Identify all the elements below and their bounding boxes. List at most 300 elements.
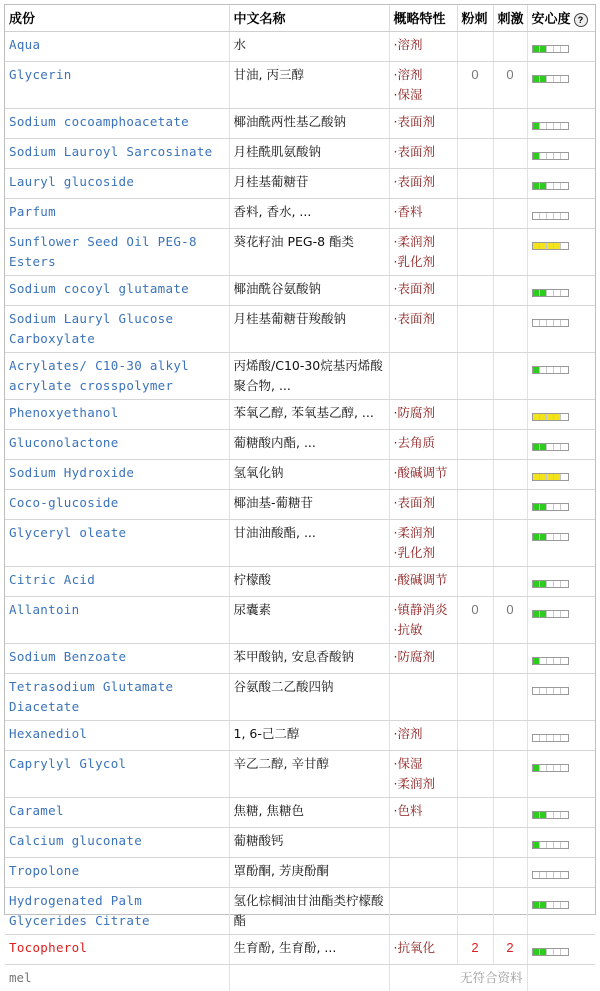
safety-meter-segment [540, 123, 547, 129]
safety-meter-segment [540, 320, 547, 326]
ingredient-inci-link[interactable]: Lauryl glucoside [5, 169, 229, 199]
irritant-rating [493, 490, 527, 520]
safety-meter-segment [561, 688, 568, 694]
safety-meter-segment [540, 76, 547, 82]
safety-meter-segment [547, 290, 554, 296]
safety-meter-segment [547, 902, 554, 908]
table-row [5, 888, 595, 935]
acne-rating: 0 [457, 62, 493, 109]
safety-cell [527, 169, 595, 199]
irritant-rating [493, 828, 527, 858]
safety-meter-segment [533, 123, 540, 129]
safety-meter-segment [561, 504, 568, 510]
safety-meter [532, 948, 569, 956]
ingredient-function [389, 798, 457, 828]
safety-cell [527, 888, 595, 935]
function-tag: ·表面剂 [394, 172, 453, 192]
table-row [5, 597, 595, 644]
safety-meter-segment [533, 414, 540, 420]
ingredient-function [389, 597, 457, 644]
acne-rating [457, 888, 493, 935]
safety-cell [527, 276, 595, 306]
irritant-rating [493, 139, 527, 169]
ingredient-chinese-name: 罩酚酮, 芳庚酚酮 [229, 858, 389, 888]
safety-meter-segment [533, 474, 540, 480]
header-irritant: 刺激 [493, 5, 527, 32]
safety-meter-segment [533, 581, 540, 587]
function-tag: ·柔润剂 [394, 232, 453, 252]
safety-meter-segment [547, 765, 554, 771]
table-row [5, 721, 595, 751]
safety-meter-segment [561, 581, 568, 587]
function-tag: ·酸碱调节 [394, 570, 453, 590]
irritant-rating [493, 520, 527, 567]
safety-meter-segment [533, 658, 540, 664]
safety-meter-segment [533, 534, 540, 540]
safety-meter [532, 319, 569, 327]
ingredient-function [389, 828, 457, 858]
safety-meter-segment [547, 504, 554, 510]
safety-meter-segment [540, 688, 547, 694]
safety-meter-segment [554, 658, 561, 664]
safety-cell [527, 430, 595, 460]
ingredient-inci-link[interactable]: Calcium gluconate [5, 828, 229, 858]
ingredient-inci-link[interactable]: Aqua [5, 32, 229, 62]
acne-rating [457, 828, 493, 858]
safety-meter-segment [540, 872, 547, 878]
irritant-rating: 0 [493, 62, 527, 109]
footer-note: 无符合资料 [389, 965, 527, 991]
safety-meter-segment [533, 76, 540, 82]
safety-cell [527, 490, 595, 520]
header-chinese-name: 中文名称 [229, 5, 389, 32]
safety-meter-segment [554, 414, 561, 420]
function-tag: ·表面剂 [394, 112, 453, 132]
table-row [5, 430, 595, 460]
safety-meter [532, 443, 569, 451]
safety-meter-segment [547, 735, 554, 741]
ingredient-inci-link[interactable]: Sodium Lauryl Glucose Carboxylate [5, 306, 229, 353]
acne-rating [457, 400, 493, 430]
safety-meter-segment [554, 76, 561, 82]
ingredient-chinese-name: 月桂基葡糖苷羧酸钠 [229, 306, 389, 353]
safety-meter-segment [554, 842, 561, 848]
safety-meter-segment [547, 444, 554, 450]
safety-meter-segment [561, 474, 568, 480]
ingredient-chinese-name: 香料, 香水, ... [229, 199, 389, 229]
acne-rating [457, 490, 493, 520]
acne-rating [457, 798, 493, 828]
safety-meter-segment [554, 243, 561, 249]
acne-rating [457, 306, 493, 353]
safety-meter-segment [554, 290, 561, 296]
safety-meter-segment [533, 735, 540, 741]
safety-meter [532, 841, 569, 849]
ingredient-function [389, 460, 457, 490]
safety-meter-segment [533, 153, 540, 159]
safety-meter-segment [533, 902, 540, 908]
safety-cell [527, 306, 595, 353]
ingredient-function [389, 400, 457, 430]
acne-rating [457, 139, 493, 169]
safety-meter-segment [547, 842, 554, 848]
ingredient-function [389, 644, 457, 674]
safety-cell [527, 828, 595, 858]
ingredient-inci-link[interactable]: Tropolone [5, 858, 229, 888]
ingredient-inci-link[interactable]: Sodium cocoamphoacetate [5, 109, 229, 139]
header-safety [527, 5, 595, 32]
safety-meter-segment [540, 444, 547, 450]
safety-meter-segment [540, 949, 547, 955]
ingredient-inci-link[interactable]: Hexanediol [5, 721, 229, 751]
safety-cell [527, 109, 595, 139]
safety-meter-segment [533, 46, 540, 52]
safety-meter-segment [561, 534, 568, 540]
ingredient-chinese-name: 丙烯酸/C10-30烷基丙烯酸聚合物, ... [229, 353, 389, 400]
safety-meter-segment [533, 320, 540, 326]
table-row [5, 644, 595, 674]
ingredient-function [389, 229, 457, 276]
safety-meter-segment [561, 320, 568, 326]
ingredient-inci-link[interactable]: Sodium Benzoate [5, 644, 229, 674]
safety-meter-segment [547, 46, 554, 52]
safety-meter-segment [561, 949, 568, 955]
ingredient-inci-link[interactable]: Gluconolactone [5, 430, 229, 460]
ingredient-chinese-name: 月桂酰肌氨酸钠 [229, 139, 389, 169]
function-tag: ·镇静消炎 [394, 600, 453, 620]
table-row [5, 109, 595, 139]
safety-meter-segment [540, 534, 547, 540]
safety-meter-segment [561, 243, 568, 249]
safety-cell [527, 674, 595, 721]
irritant-rating [493, 32, 527, 62]
ingredient-chinese-name: 葡糖酸内酯, ... [229, 430, 389, 460]
header-function: 概略特性 [389, 5, 457, 32]
safety-meter-segment [540, 46, 547, 52]
safety-cell [527, 751, 595, 798]
function-tag: ·防腐剂 [394, 647, 453, 667]
safety-meter [532, 45, 569, 53]
acne-rating [457, 460, 493, 490]
ingredient-chinese-name: 辛乙二醇, 辛甘醇 [229, 751, 389, 798]
ingredient-chinese-name: 月桂基葡糖苷 [229, 169, 389, 199]
safety-meter-segment [554, 504, 561, 510]
safety-meter-segment [554, 320, 561, 326]
safety-meter-segment [547, 153, 554, 159]
safety-cell [527, 721, 595, 751]
safety-meter [532, 152, 569, 160]
safety-cell [527, 567, 595, 597]
safety-meter-segment [561, 842, 568, 848]
ingredient-function [389, 109, 457, 139]
safety-meter-segment [554, 153, 561, 159]
ingredient-inci-link[interactable]: Glycerin [5, 62, 229, 109]
question-help-icon[interactable]: ? [574, 13, 588, 27]
safety-meter-segment [554, 444, 561, 450]
ingredient-function [389, 888, 457, 935]
ingredient-inci-link[interactable]: Acrylates/ C10-30 alkyl acrylate crosspolymer [5, 353, 229, 400]
safety-meter [532, 75, 569, 83]
safety-meter-segment [547, 367, 554, 373]
ingredient-function [389, 169, 457, 199]
safety-meter [532, 289, 569, 297]
safety-meter-segment [540, 153, 547, 159]
irritant-rating [493, 276, 527, 306]
ingredient-chinese-name: 甘油, 丙三醇 [229, 62, 389, 109]
table-row [5, 674, 595, 721]
function-tag: ·表面剂 [394, 142, 453, 162]
safety-meter-segment [561, 765, 568, 771]
function-tag: ·色料 [394, 801, 453, 821]
irritant-rating: 2 [493, 935, 527, 965]
safety-meter-segment [561, 902, 568, 908]
safety-meter [532, 901, 569, 909]
safety-meter [532, 734, 569, 742]
irritant-rating [493, 353, 527, 400]
function-tag: ·溶剂 [394, 35, 453, 55]
safety-meter-segment [554, 872, 561, 878]
safety-meter-segment [547, 213, 554, 219]
table-row [5, 169, 595, 199]
acne-rating [457, 644, 493, 674]
irritant-rating [493, 674, 527, 721]
ingredient-chinese-name: 葵花籽油 PEG-8 酯类 [229, 229, 389, 276]
irritant-rating [493, 567, 527, 597]
function-tag: ·表面剂 [394, 309, 453, 329]
table-row [5, 62, 595, 109]
safety-meter-segment [561, 872, 568, 878]
safety-cell [527, 353, 595, 400]
irritant-rating [493, 798, 527, 828]
ingredient-inci-link[interactable]: Tetrasodium Glutamate Diacetate [5, 674, 229, 721]
acne-rating [457, 751, 493, 798]
safety-meter-segment [533, 444, 540, 450]
table-row [5, 306, 595, 353]
safety-meter-segment [533, 504, 540, 510]
ingredient-function [389, 430, 457, 460]
safety-meter-segment [554, 688, 561, 694]
safety-meter-segment [540, 414, 547, 420]
safety-meter-segment [540, 290, 547, 296]
safety-cell [527, 229, 595, 276]
ingredient-inci-link[interactable]: Phenoxyethanol [5, 400, 229, 430]
ingredient-function [389, 32, 457, 62]
safety-meter [532, 657, 569, 665]
function-tag: ·溶剂 [394, 65, 453, 85]
table-row [5, 828, 595, 858]
function-tag: ·香料 [394, 202, 453, 222]
safety-meter-segment [561, 812, 568, 818]
acne-rating [457, 353, 493, 400]
header-acne: 粉刺 [457, 5, 493, 32]
safety-meter [532, 610, 569, 618]
table-header-row [5, 5, 595, 32]
safety-meter [532, 580, 569, 588]
ingredient-inci-link[interactable]: Caramel [5, 798, 229, 828]
ingredient-inci-link[interactable]: Sodium cocoyl glutamate [5, 276, 229, 306]
acne-rating: 2 [457, 935, 493, 965]
acne-rating [457, 199, 493, 229]
safety-meter [532, 366, 569, 374]
safety-meter [532, 122, 569, 130]
ingredient-chinese-name: 尿囊素 [229, 597, 389, 644]
safety-meter-segment [561, 213, 568, 219]
safety-meter-segment [540, 735, 547, 741]
ingredient-function [389, 935, 457, 965]
function-tag: ·保湿 [394, 754, 453, 774]
ingredient-function [389, 751, 457, 798]
safety-meter [532, 242, 569, 250]
header-inci: 成份 [5, 5, 229, 32]
safety-meter [532, 413, 569, 421]
acne-rating [457, 109, 493, 139]
safety-cell [527, 597, 595, 644]
safety-meter [532, 212, 569, 220]
safety-meter-segment [547, 76, 554, 82]
safety-meter-segment [540, 842, 547, 848]
safety-meter-segment [554, 812, 561, 818]
ingredient-inci-link[interactable]: Sunflower Seed Oil PEG-8 Esters [5, 229, 229, 276]
footer-label: mel [5, 965, 229, 991]
table-row [5, 276, 595, 306]
safety-meter-segment [540, 765, 547, 771]
ingredient-chinese-name: 葡糖酸钙 [229, 828, 389, 858]
table-row [5, 199, 595, 229]
safety-meter-segment [540, 902, 547, 908]
safety-meter-segment [561, 367, 568, 373]
safety-meter [532, 503, 569, 511]
safety-meter-segment [554, 123, 561, 129]
function-tag: ·保湿 [394, 85, 453, 105]
ingredient-inci-link[interactable]: Parfum [5, 199, 229, 229]
table-row [5, 460, 595, 490]
safety-meter-segment [561, 76, 568, 82]
safety-meter-segment [561, 290, 568, 296]
safety-meter-segment [540, 504, 547, 510]
irritant-rating [493, 644, 527, 674]
safety-meter-segment [540, 243, 547, 249]
safety-meter-segment [533, 949, 540, 955]
irritant-rating [493, 400, 527, 430]
ingredient-inci-link[interactable]: Citric Acid [5, 567, 229, 597]
ingredient-inci-link[interactable]: Tocopherol [5, 935, 229, 965]
footer-spacer [229, 965, 389, 991]
ingredient-inci-link[interactable]: Hydrogenated Palm Glycerides Citrate [5, 888, 229, 935]
table-row [5, 229, 595, 276]
safety-meter-segment [533, 611, 540, 617]
ingredient-inci-link[interactable]: Sodium Hydroxide [5, 460, 229, 490]
table-row [5, 400, 595, 430]
acne-rating [457, 520, 493, 567]
header-safety-label: 安心度 [532, 11, 571, 26]
function-tag: ·抗敏 [394, 620, 453, 640]
safety-meter-segment [547, 658, 554, 664]
table-row [5, 353, 595, 400]
ingredient-chinese-name: 氢氧化钠 [229, 460, 389, 490]
table-row [5, 751, 595, 798]
function-tag: ·酸碱调节 [394, 463, 453, 483]
table-row [5, 520, 595, 567]
safety-meter-segment [547, 611, 554, 617]
safety-meter-segment [540, 213, 547, 219]
acne-rating [457, 858, 493, 888]
safety-cell [527, 520, 595, 567]
safety-meter-segment [540, 474, 547, 480]
safety-meter [532, 871, 569, 879]
safety-meter-segment [561, 444, 568, 450]
safety-meter-segment [554, 46, 561, 52]
acne-rating [457, 430, 493, 460]
table-row [5, 32, 595, 62]
safety-meter-segment [554, 534, 561, 540]
safety-meter-segment [533, 812, 540, 818]
safety-meter-segment [533, 872, 540, 878]
ingredient-function [389, 721, 457, 751]
ingredient-inci-link[interactable]: Coco-glucoside [5, 490, 229, 520]
ingredient-chinese-name: 水 [229, 32, 389, 62]
ingredient-chinese-name: 生育酚, 生育酚, ... [229, 935, 389, 965]
irritant-rating [493, 430, 527, 460]
safety-meter-segment [554, 735, 561, 741]
safety-meter-segment [561, 611, 568, 617]
safety-cell [527, 199, 595, 229]
safety-meter-segment [547, 688, 554, 694]
safety-meter-segment [554, 581, 561, 587]
ingredient-chinese-name: 甘油油酸酯, ... [229, 520, 389, 567]
safety-cell [527, 644, 595, 674]
ingredient-table-container [4, 4, 596, 915]
irritant-rating [493, 888, 527, 935]
safety-meter-segment [561, 414, 568, 420]
safety-meter-segment [554, 902, 561, 908]
irritant-rating: 0 [493, 597, 527, 644]
ingredient-inci-link[interactable]: Sodium Lauroyl Sarcosinate [5, 139, 229, 169]
safety-meter-segment [540, 658, 547, 664]
table-row [5, 139, 595, 169]
acne-rating: 0 [457, 597, 493, 644]
acne-rating [457, 674, 493, 721]
irritant-rating [493, 460, 527, 490]
safety-meter-segment [561, 735, 568, 741]
ingredient-function [389, 306, 457, 353]
ingredient-chinese-name: 焦糖, 焦糖色 [229, 798, 389, 828]
ingredient-inci-link[interactable]: Caprylyl Glycol [5, 751, 229, 798]
ingredient-chinese-name: 椰油酰谷氨酸钠 [229, 276, 389, 306]
safety-cell [527, 460, 595, 490]
safety-meter-segment [540, 611, 547, 617]
function-tag: ·去角质 [394, 433, 453, 453]
table-row [5, 567, 595, 597]
ingredient-inci-link[interactable]: Allantoin [5, 597, 229, 644]
safety-meter-segment [561, 153, 568, 159]
safety-meter-segment [533, 183, 540, 189]
table-row [5, 935, 595, 965]
safety-meter [532, 182, 569, 190]
ingredient-function [389, 490, 457, 520]
safety-cell [527, 858, 595, 888]
safety-meter-segment [547, 534, 554, 540]
ingredient-chinese-name: 苯氧乙醇, 苯氧基乙醇, ... [229, 400, 389, 430]
irritant-rating [493, 169, 527, 199]
safety-cell [527, 935, 595, 965]
ingredient-inci-link[interactable]: Glyceryl oleate [5, 520, 229, 567]
ingredient-chinese-name: 1, 6-己二醇 [229, 721, 389, 751]
safety-meter [532, 473, 569, 481]
safety-meter-segment [554, 611, 561, 617]
safety-meter-segment [554, 213, 561, 219]
safety-meter-segment [547, 474, 554, 480]
ingredient-function [389, 276, 457, 306]
